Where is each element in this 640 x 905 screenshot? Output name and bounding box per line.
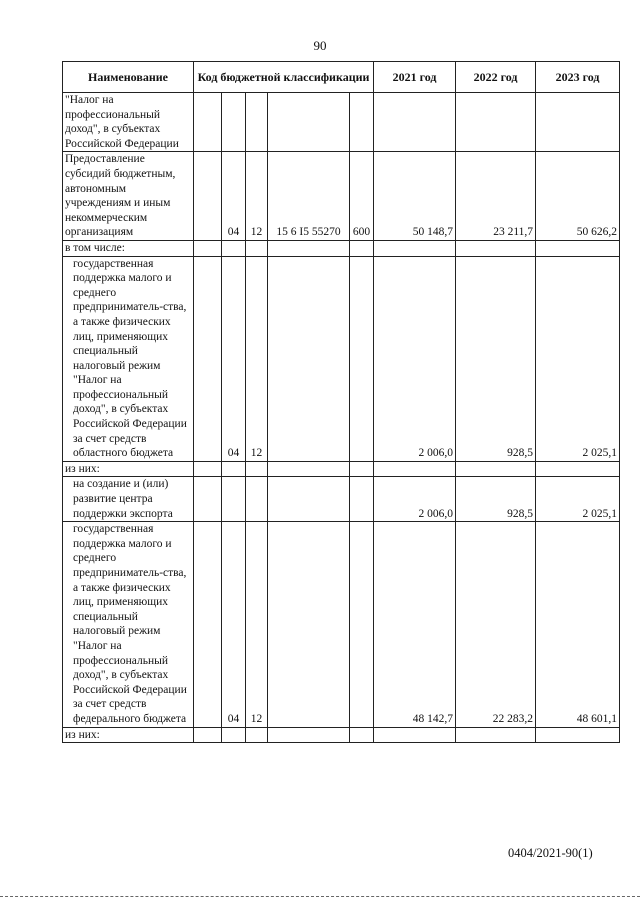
row-name: Предоставление субсидий бюджетным, автономным учреждениям и иным некоммерческим организациям	[63, 152, 194, 241]
table-row	[63, 152, 620, 241]
table-row	[63, 256, 620, 461]
document-number: 0404/2021-90(1)	[508, 846, 593, 860]
value-2022: 928,5	[456, 477, 536, 522]
footer-divider	[0, 896, 640, 897]
table-row	[63, 727, 620, 743]
value-2022: 928,5	[456, 256, 536, 461]
header-2023: 2023 год	[536, 62, 620, 93]
table-row	[63, 477, 620, 522]
expense-type-code: 600	[350, 152, 374, 241]
section-code: 04	[222, 256, 246, 461]
value-2021: 50 148,7	[374, 152, 456, 241]
value-2022: 23 211,7	[456, 152, 536, 241]
table-header-row	[63, 62, 620, 93]
table-row	[63, 240, 620, 256]
value-2021: 2 006,0	[374, 477, 456, 522]
subsection-code: 12	[246, 256, 268, 461]
section-code: 04	[222, 152, 246, 241]
target-article-code: 15 6 I5 55270	[268, 152, 350, 241]
value-2023: 2 025,1	[536, 477, 620, 522]
subsection-code: 12	[246, 152, 268, 241]
row-name: из них:	[63, 727, 194, 743]
header-2021: 2021 год	[374, 62, 456, 93]
table-row	[63, 522, 620, 727]
row-name: государственная поддержка малого и среднего предприниматель-ства, а также физических лиц, применяющих специальный налоговый режим "Налог на профессиональный доход", в субъектах Российской Федерации за счет средств федерального бюджета	[63, 522, 194, 727]
header-2022: 2022 год	[456, 62, 536, 93]
table-row	[63, 93, 620, 152]
table-row	[63, 461, 620, 477]
header-code: Код бюджетной классификации	[194, 62, 374, 93]
value-2023: 50 626,2	[536, 152, 620, 241]
row-name: на создание и (или) развитие центра поддержки экспорта	[63, 477, 194, 522]
row-name: государственная поддержка малого и среднего предприниматель-ства, а также физических лиц, применяющих специальный налоговый режим "Налог на профессиональный доход", в субъектах Российской Федерации за счет средств областного бюджета	[63, 256, 194, 461]
value-2023: 2 025,1	[536, 256, 620, 461]
header-name: Наименование	[63, 62, 194, 93]
row-name: в том числе:	[63, 240, 194, 256]
value-2021: 2 006,0	[374, 256, 456, 461]
page-number: 90	[313, 38, 327, 53]
budget-table	[62, 61, 620, 743]
value-2022: 22 283,2	[456, 522, 536, 727]
row-name: из них:	[63, 461, 194, 477]
value-2023: 48 601,1	[536, 522, 620, 727]
section-code: 04	[222, 522, 246, 727]
subsection-code: 12	[246, 522, 268, 727]
value-2021: 48 142,7	[374, 522, 456, 727]
row-name: "Налог на профессиональный доход", в субъектах Российской Федерации	[63, 93, 194, 152]
